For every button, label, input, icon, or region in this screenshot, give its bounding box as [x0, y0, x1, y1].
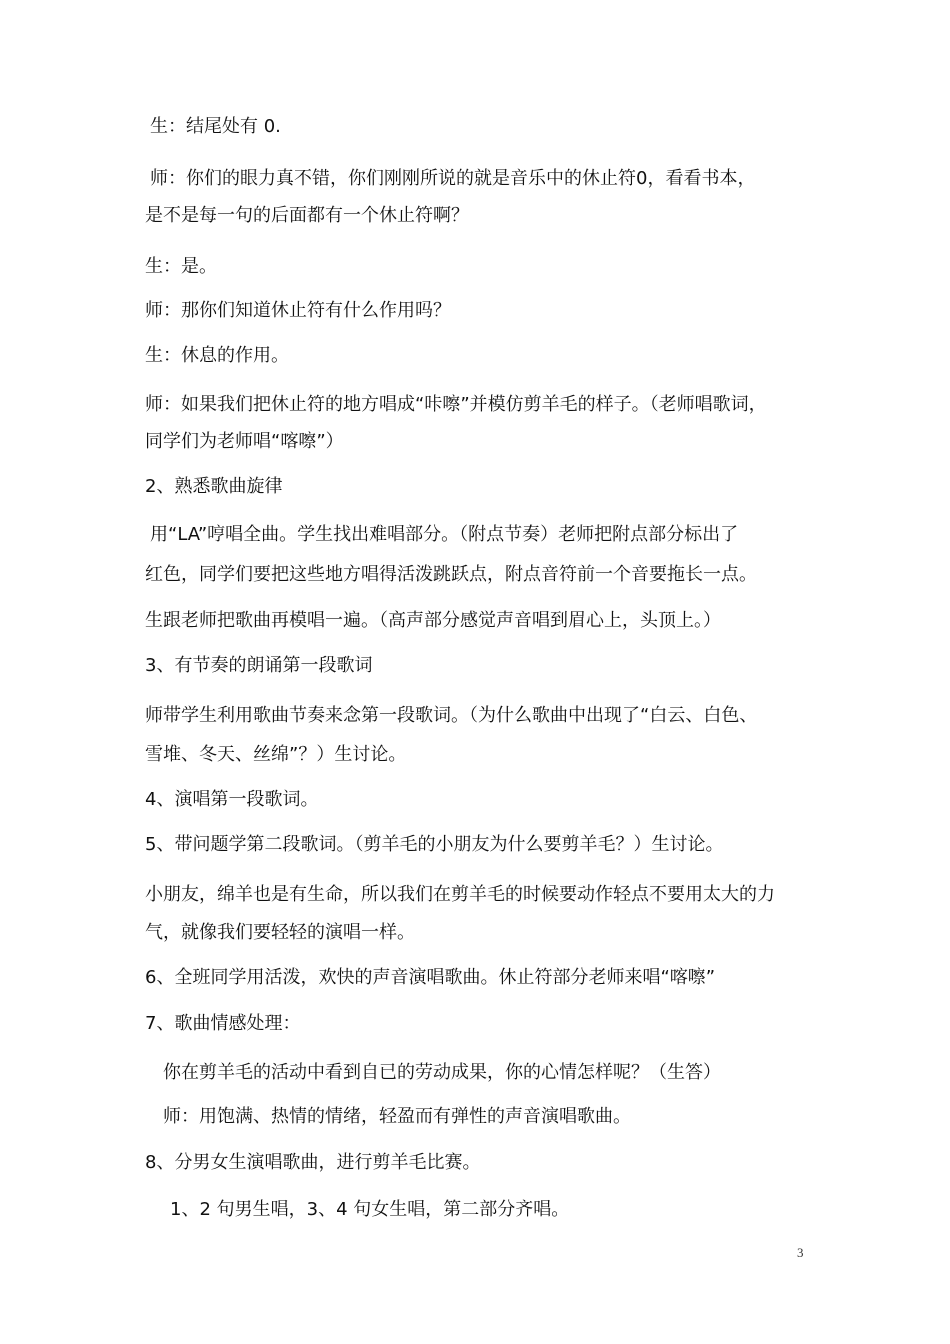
- heading-step-6: 6、全班同学用活泼，欢快的声音演唱歌曲。休止符部分老师来唱“喀嚓”: [145, 967, 716, 988]
- paragraph-sing-again: 生跟老师把歌曲再模唱一遍。（高声部分感觉声音唱到眉心上，头顶上。）: [145, 610, 721, 631]
- paragraph-recite-lyrics-line1: 师带学生利用歌曲节奏来念第一段歌词。（为什么歌曲中出现了“白云、白色、: [145, 705, 758, 726]
- paragraph-sheep-life-line1: 小朋友，绵羊也是有生命，所以我们在剪羊毛的时候要动作轻点不要用太大的力: [145, 884, 775, 905]
- paragraph-hum-la-line2: 红色，同学们要把这些地方唱得活泼跳跃点，附点音符前一个音要拖长一点。: [145, 564, 757, 585]
- paragraph-student-yes: 生：是。: [145, 256, 217, 277]
- heading-step-7: 7、歌曲情感处理：: [145, 1013, 301, 1034]
- paragraph-recite-lyrics-line2: 雪堆、冬天、丝绵”？）生讨论。: [145, 744, 407, 765]
- heading-step-4: 4、演唱第一段歌词。: [145, 789, 319, 810]
- heading-step-2: 2、熟悉歌曲旋律: [145, 476, 283, 497]
- paragraph-teacher-kacha-line1: 师：如果我们把休止符的地方唱成“咔嚓”并模仿剪羊毛的样子。（老师唱歌词，: [145, 394, 767, 415]
- heading-step-3: 3、有节奏的朗诵第一段歌词: [145, 655, 373, 676]
- paragraph-teacher-rest-note-line1: 师：你们的眼力真不错，你们刚刚所说的就是音乐中的休止符0，看看书本，: [150, 168, 756, 189]
- page-number: 3: [797, 1245, 804, 1260]
- paragraph-teacher-rest-note-line2: 是不是每一句的后面都有一个休止符啊？: [145, 205, 469, 226]
- heading-step-8: 8、分男女生演唱歌曲，进行剪羊毛比赛。: [145, 1152, 481, 1173]
- paragraph-student-answer-ending: 生：结尾处有 0.: [150, 116, 281, 137]
- paragraph-feeling-question: 你在剪羊毛的活动中看到自已的劳动成果，你的心情怎样呢？（生答）: [163, 1062, 721, 1083]
- paragraph-teacher-question-rest: 师：那你们知道休止符有什么作用吗？: [145, 300, 451, 321]
- paragraph-teacher-kacha-line2: 同学们为老师唱“喀嚓”）: [145, 431, 344, 452]
- paragraph-sheep-life-line2: 气，就像我们要轻轻的演唱一样。: [145, 922, 415, 943]
- paragraph-teacher-sing-emotion: 师：用饱满、热情的情绪，轻盈而有弹性的声音演唱歌曲。: [163, 1106, 631, 1127]
- paragraph-hum-la-line1: 用“LA”哼唱全曲。学生找出难唱部分。（附点节奏）老师把附点部分标出了: [150, 524, 739, 545]
- paragraph-student-rest-function: 生：休息的作用。: [145, 345, 289, 366]
- heading-step-5: 5、带问题学第二段歌词。（剪羊毛的小朋友为什么要剪羊毛？）生讨论。: [145, 834, 724, 855]
- paragraph-group-singing: 1、2 句男生唱，3、4 句女生唱，第二部分齐唱。: [170, 1199, 570, 1220]
